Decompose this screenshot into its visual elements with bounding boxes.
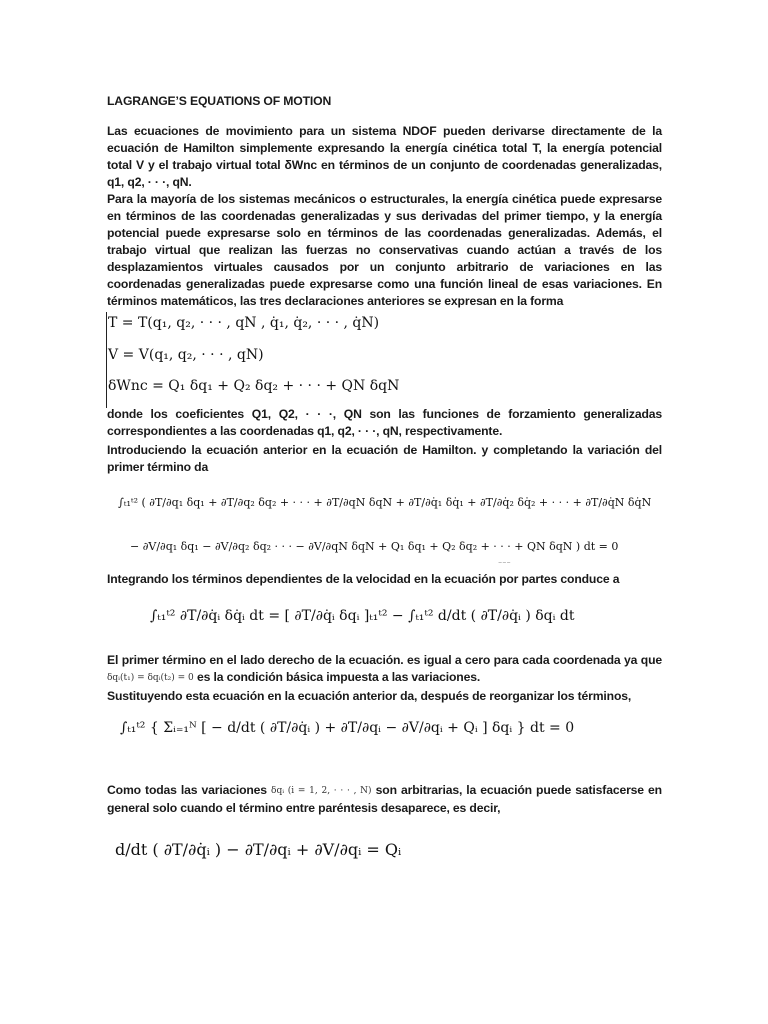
equation-potential-energy: V = V(q₁, q₂, · · · , qN) [108, 347, 264, 363]
paragraph-energies: Para la mayoría de los sistemas mecánicos o estructurales, la energía cinética puede expresarse en términos de las coordenadas generalizadas y sus derivadas del primer tiempo, y la energía potencial puede expresarse solo en términos de las coordenadas generalizadas. Además, el trabajo virtual que realizan las fuerzas no conservativas cuando actúan a través de los desplazamientos virtuales causados por un conjunto arbitrario de variaciones en las coordenadas generalizadas puede expresarse como una función lineal de esas variaciones. En términos matemáticos, las tres declaraciones anteriores se expresan en la forma [107, 192, 662, 308]
paragraph-boundary-condition-start: El primer término en el lado derecho de la ecuación. es igual a cero para cada coordenada ya que [107, 653, 662, 667]
equation-summation: ∫ₜ₁ᵗ² { Σᵢ₌₁ᴺ [ − d/dt ( ∂T/∂q̇ᵢ ) + ∂T/∂qᵢ − ∂V/∂qᵢ + Qᵢ ] δqᵢ } dt = 0 [120, 720, 575, 736]
inline-boundary-condition: δqᵢ(t₁) = δqᵢ(t₂) = 0 [107, 673, 194, 683]
equation-virtual-work: δWnc = Q₁ δq₁ + Q₂ δq₂ + · · · + QN δqN [108, 378, 400, 394]
equation-kinetic-energy: T = T(q₁, q₂, · · · , qN , q̇₁, q̇₂, · · · , q̇N) [108, 315, 380, 331]
equation-hamilton-line-2: − ∂V/∂q₁ δq₁ − ∂V/∂q₂ δq₂ · · · − ∂V/∂qN δqN + Q₁ δq₁ + Q₂ δq₂ + · · · + QN δqN ) dt = 0 [130, 540, 619, 553]
paragraph-boundary-condition [107, 652, 662, 687]
paragraph-integration: Integrando los términos dependientes de la velocidad en la ecuación por partes conduce a [107, 572, 620, 586]
paragraph-variations [107, 782, 662, 817]
paragraph-generalized-forces: donde los coeficientes Q1, Q2, · · ·, QN son las funciones de forzamiento generalizadas correspondientes a las coordenadas q1, q2, · · ·, qN, respectivamente. [107, 407, 662, 438]
equation-integration-by-parts: ∫ₜ₁ᵗ² ∂T/∂q̇ᵢ δq̇ᵢ dt = [ ∂T/∂q̇ᵢ δqᵢ ]ₜ₁ᵗ² − ∫ₜ₁ᵗ² d/dt ( ∂T/∂q̇ᵢ ) δqᵢ dt [150, 608, 575, 624]
paragraph-variations-end: son arbitrarias, la ecuación puede satisfacerse en general solo cuando el término entre paréntesis desaparece, es decir, [107, 783, 662, 815]
document-title: LAGRANGE’S EQUATIONS OF MOTION [107, 94, 332, 108]
paragraph-variations-start: Como todas las variaciones [107, 783, 267, 797]
equation-lagrange: d/dt ( ∂T/∂q̇ᵢ ) − ∂T/∂qᵢ + ∂V/∂qᵢ = Qᵢ [115, 840, 402, 859]
equation-hamilton-line-1: ∫ₜ₁ᵗ² ( ∂T/∂q₁ δq₁ + ∂T/∂q₂ δq₂ + · · · + ∂T/∂qN δqN + ∂T/∂q̇₁ δq̇₁ + ∂T/∂q̇₂ δq̇₂ + · · · + ∂T/∂q̇N δq̇N [118, 496, 652, 509]
paragraph-boundary-condition-end: es la condición básica impuesta a las variaciones. [196, 670, 481, 684]
equation-group-bar [106, 312, 107, 408]
scan-mark: ⁻⁻⁻ [498, 560, 511, 569]
inline-variations: δqᵢ (i = 1, 2, · · · , N) [271, 786, 372, 796]
paragraph-intro: Las ecuaciones de movimiento para un sistema NDOF pueden derivarse directamente de la ecuación de Hamilton simplemente expresando la energía cinética total T, la energía potencial total V y el trabajo virtual total δWnc en términos de un conjunto de coordenadas generalizadas, q1, q2, · · ·, qN. [107, 124, 662, 189]
paragraph-substitution: Sustituyendo esta ecuación en la ecuación anterior da, después de reorganizar los términos, [107, 689, 632, 703]
paragraph-hamilton: Introduciendo la ecuación anterior en la ecuación de Hamilton. y completando la variación del primer término da [107, 443, 662, 474]
